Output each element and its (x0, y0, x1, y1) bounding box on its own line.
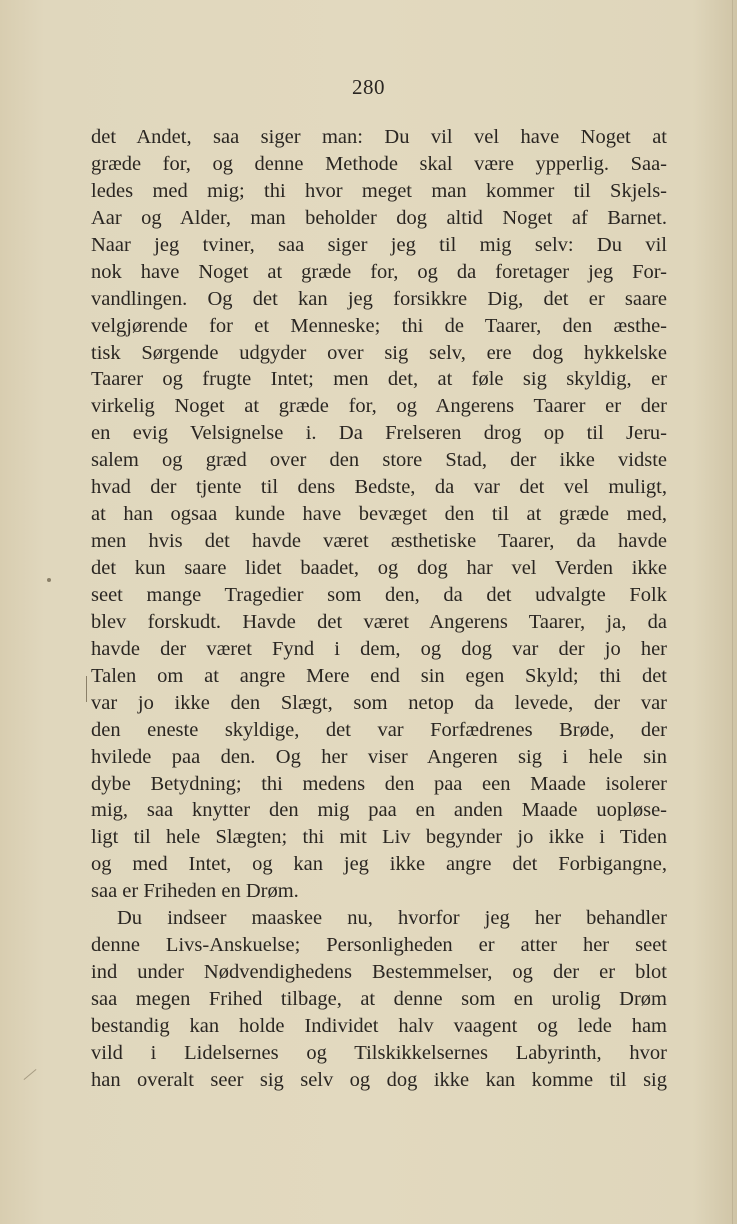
text-line: græde for, og denne Methode skal være ypperlig. Saa- (91, 152, 667, 175)
margin-tick-mark (86, 676, 87, 702)
text-line: ligt til hele Slægten; thi mit Liv begynder jo ikke i Tiden (91, 826, 667, 849)
text-line: velgjørende for et Menneske; thi de Taarer, den æsthe- (91, 314, 667, 337)
paragraph-1 (91, 124, 667, 905)
text-line: men hvis det havde været æsthetiske Taarer, da havde (91, 530, 667, 553)
text-line: den eneste skyldige, det var Forfædrenes Brøde, der (91, 718, 667, 741)
text-line: var jo ikke den Slægt, som netop da levede, der var (91, 691, 667, 714)
text-line: Talen om at angre Mere end sin egen Skyld; thi det (91, 664, 667, 687)
text-line: at han ogsaa kunde have bevæget den til at græde med, (91, 503, 667, 526)
text-line: mig, saa knytter den mig paa en anden Maade uopløse- (91, 799, 667, 822)
text-line: Naar jeg tviner, saa siger jeg til mig selv: Du vil (91, 233, 667, 256)
text-line: Aar og Alder, man beholder dog altid Noget af Barnet. (91, 206, 667, 229)
text-line: bestandig kan holde Individet halv vaagent og lede ham (91, 1014, 667, 1037)
page-edge (732, 0, 733, 1224)
text-line: salem og græd over den store Stad, der ikke vidste (91, 449, 667, 472)
text-line: vandlingen. Og det kan jeg forsikkre Dig, det er saare (91, 287, 667, 310)
text-line: en evig Velsignelse i. Da Frelseren drog op til Jeru- (91, 422, 667, 445)
body-text (91, 124, 667, 1094)
text-line: blev forskudt. Havde det været Angerens Taarer, ja, da (91, 610, 667, 633)
text-line: tisk Sørgende udgyder over sig selv, ere dog hykkelske (91, 341, 667, 364)
text-line: ind under Nødvendighedens Bestemmelser, og der er blot (91, 961, 667, 984)
text-line: denne Livs-Anskuelse; Personligheden er atter her seet (91, 934, 667, 957)
text-line: Taarer og frugte Intet; men det, at føle sig skyldig, er (91, 368, 667, 391)
margin-pencil-mark (24, 1069, 37, 1080)
text-line: virkelig Noget at græde for, og Angerens Taarer er der (91, 395, 667, 418)
margin-dot-mark (47, 578, 51, 582)
text-line: det Andet, saa siger man: Du vil vel have Noget at (91, 126, 667, 148)
text-line: havde der været Fynd i dem, og dog var der jo her (91, 637, 667, 660)
text-line: det kun saare lidet baadet, og dog har vel Verden ikke (91, 557, 667, 579)
text-line: saa er Friheden en Drøm. (91, 880, 299, 903)
text-line: hvad der tjente til dens Bedste, da var det vel muligt, (91, 476, 667, 499)
text-line: Du indseer maaskee nu, hvorfor jeg her behandler (117, 907, 667, 930)
text-line: saa megen Frihed tilbage, at denne som en urolig Drøm (91, 988, 667, 1010)
text-line: ledes med mig; thi hvor meget man kommer til Skjels- (91, 179, 667, 202)
paragraph-2 (91, 905, 667, 1094)
text-line: hvilede paa den. Og her viser Angeren sig i hele sin (91, 745, 667, 768)
text-line: seet mange Tragedier som den, da det udvalgte Folk (91, 583, 667, 606)
text-line: dybe Betydning; thi medens den paa een Maade isolerer (91, 772, 667, 795)
text-line: vild i Lidelsernes og Tilskikkelsernes Labyrinth, hvor (91, 1041, 667, 1064)
text-line: han overalt seer sig selv og dog ikke kan komme til sig (91, 1068, 667, 1091)
text-line: nok have Noget at græde for, og da foretager jeg For- (91, 260, 667, 283)
text-line: og med Intet, og kan jeg ikke angre det Forbigangne, (91, 853, 667, 876)
page-number: 280 (352, 75, 385, 99)
